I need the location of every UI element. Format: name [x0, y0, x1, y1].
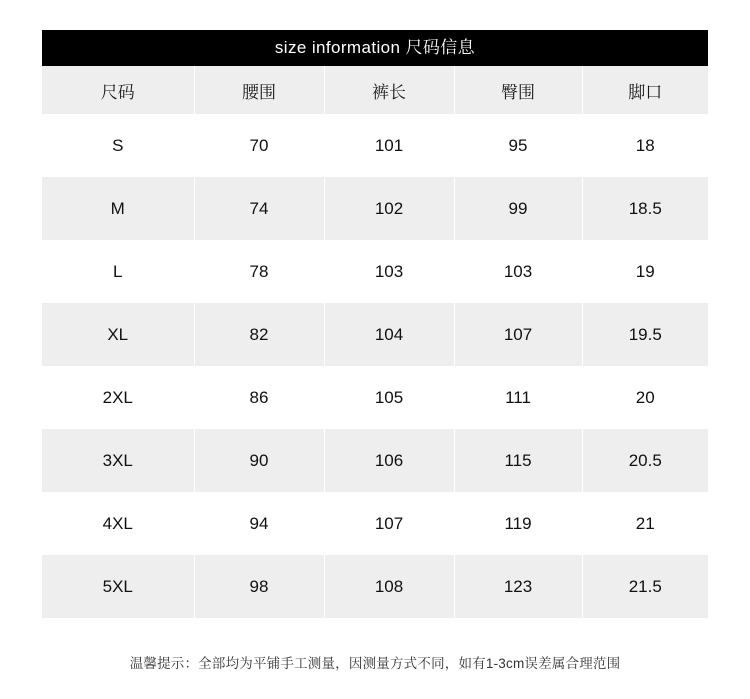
cell-size: 5XL [42, 555, 194, 618]
column-header-hem: 脚口 [582, 66, 708, 114]
cell-hem: 20.5 [582, 429, 708, 492]
table-row [42, 303, 708, 366]
cell-length: 106 [324, 429, 454, 492]
table-row [42, 240, 708, 303]
size-information-block [42, 30, 708, 618]
cell-waist: 74 [194, 177, 324, 240]
cell-hem: 21 [582, 492, 708, 555]
cell-hip: 115 [454, 429, 582, 492]
table-row [42, 366, 708, 429]
cell-hem: 18 [582, 114, 708, 177]
cell-length: 104 [324, 303, 454, 366]
cell-waist: 90 [194, 429, 324, 492]
cell-length: 101 [324, 114, 454, 177]
cell-hem: 21.5 [582, 555, 708, 618]
column-header-hip: 臀围 [454, 66, 582, 114]
cell-hip: 103 [454, 240, 582, 303]
column-header-length: 裤长 [324, 66, 454, 114]
cell-waist: 70 [194, 114, 324, 177]
cell-size: 4XL [42, 492, 194, 555]
cell-hem: 20 [582, 366, 708, 429]
cell-size: L [42, 240, 194, 303]
column-header-waist: 腰围 [194, 66, 324, 114]
cell-waist: 86 [194, 366, 324, 429]
size-information-title: size information 尺码信息 [42, 30, 708, 66]
cell-length: 107 [324, 492, 454, 555]
cell-hem: 19 [582, 240, 708, 303]
cell-hem: 19.5 [582, 303, 708, 366]
table-row [42, 114, 708, 177]
cell-size: XL [42, 303, 194, 366]
cell-size: M [42, 177, 194, 240]
cell-waist: 78 [194, 240, 324, 303]
table-row [42, 492, 708, 555]
cell-hip: 119 [454, 492, 582, 555]
cell-length: 102 [324, 177, 454, 240]
table-row [42, 429, 708, 492]
cell-waist: 82 [194, 303, 324, 366]
cell-hem: 18.5 [582, 177, 708, 240]
cell-hip: 123 [454, 555, 582, 618]
measurement-note: 温馨提示：全部均为平铺手工测量，因测量方式不同，如有1-3cm误差属合理范围 [129, 656, 621, 671]
cell-waist: 94 [194, 492, 324, 555]
cell-hip: 107 [454, 303, 582, 366]
cell-waist: 98 [194, 555, 324, 618]
cell-length: 108 [324, 555, 454, 618]
cell-length: 105 [324, 366, 454, 429]
table-row [42, 177, 708, 240]
cell-hip: 111 [454, 366, 582, 429]
cell-hip: 95 [454, 114, 582, 177]
cell-size: S [42, 114, 194, 177]
cell-size: 3XL [42, 429, 194, 492]
table-row [42, 555, 708, 618]
table-header-row [42, 66, 708, 114]
column-header-size: 尺码 [42, 66, 194, 114]
cell-size: 2XL [42, 366, 194, 429]
cell-hip: 99 [454, 177, 582, 240]
cell-length: 103 [324, 240, 454, 303]
size-table [42, 66, 708, 618]
